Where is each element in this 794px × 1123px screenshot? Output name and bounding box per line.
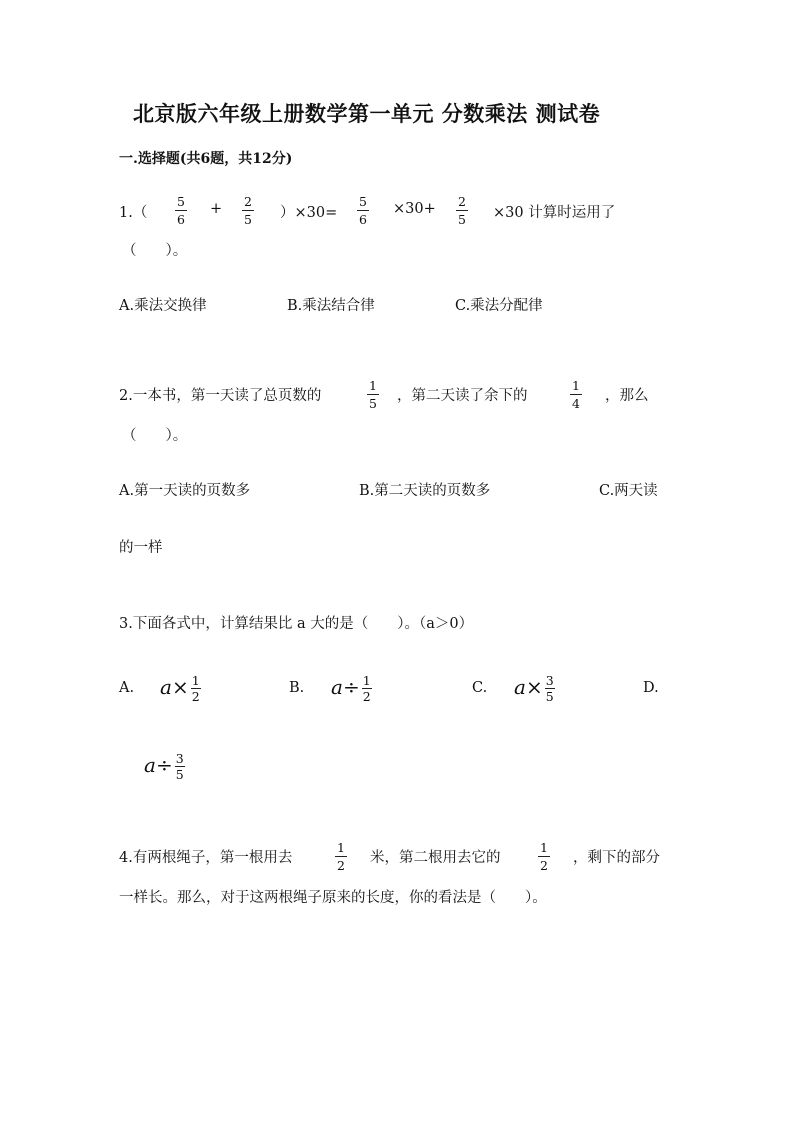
q3-option-d-expr[interactable] <box>144 752 185 781</box>
q3-option-a-expr[interactable] <box>160 674 201 703</box>
denominator: 6 <box>177 212 185 227</box>
q4-line-2: 一样长。那么，对于这两根绳子原来的长度，你的看法是（ ）。 <box>119 890 547 906</box>
q1-option-b[interactable]: B.乘法结合律 <box>287 298 375 314</box>
q4-suffix: ，剩下的部分 <box>573 850 660 866</box>
numerator: 1 <box>362 673 371 688</box>
numerator: 2 <box>244 194 252 209</box>
q1-mid2: ×30+ <box>393 201 436 217</box>
q1-mid: ）×30= <box>280 205 338 221</box>
numerator: 1 <box>572 378 580 393</box>
denominator: 2 <box>191 689 200 704</box>
denominator: 5 <box>244 212 252 227</box>
variable: a <box>160 675 172 699</box>
fraction <box>545 674 555 703</box>
variable: a <box>331 675 343 699</box>
q1-suffix: ×30 计算时运用了 <box>493 205 616 221</box>
q1-plus: + <box>210 201 223 217</box>
q3-text: 3.下面各式中，计算结果比 a 大的是（ ）。（a＞0） <box>119 616 474 632</box>
q2-option-b[interactable]: B.第二天读的页数多 <box>359 483 491 499</box>
q4-prefix: 4.有两根绳子，第一根用去 <box>119 850 293 866</box>
q1-option-c[interactable]: C.乘法分配律 <box>455 298 543 314</box>
numerator: 2 <box>458 194 466 209</box>
numerator: 3 <box>545 673 554 688</box>
numerator: 5 <box>177 194 185 209</box>
denominator: 6 <box>359 212 367 227</box>
numerator: 1 <box>540 840 548 855</box>
operator: × <box>171 675 189 699</box>
q2-mid: ，第二天读了余下的 <box>397 388 528 404</box>
numerator: 5 <box>359 194 367 209</box>
numerator: 1 <box>337 840 345 855</box>
q2-fraction-2 <box>570 379 582 410</box>
denominator: 2 <box>337 858 345 873</box>
q1-prefix: 1.（ <box>119 205 148 221</box>
numerator: 1 <box>369 378 377 393</box>
denominator: 2 <box>540 858 548 873</box>
operator: ÷ <box>155 753 173 777</box>
q2-option-c[interactable]: C.两天读 <box>599 483 658 499</box>
q3-option-c-expr[interactable] <box>514 674 555 703</box>
q1-fraction-3 <box>357 195 369 226</box>
operator: ÷ <box>342 675 360 699</box>
q3-option-b-label[interactable]: B. <box>289 680 305 696</box>
numerator: 1 <box>191 673 200 688</box>
operator: × <box>525 675 543 699</box>
variable: a <box>514 675 526 699</box>
q1-fraction-4 <box>456 195 468 226</box>
q2-option-c-continued: 的一样 <box>119 540 163 556</box>
q1-fraction-2 <box>242 195 254 226</box>
denominator: 4 <box>572 396 580 411</box>
q1-option-a[interactable]: A.乘法交换律 <box>119 298 207 314</box>
q2-option-a[interactable]: A.第一天读的页数多 <box>119 483 251 499</box>
q3-option-a-label[interactable]: A. <box>119 680 135 696</box>
denominator: 5 <box>175 767 184 782</box>
q3-option-c-label[interactable]: C. <box>472 680 488 696</box>
q2-fraction-1 <box>367 379 379 410</box>
q4-fraction-1 <box>335 841 347 872</box>
section-heading: 一.选择题(共6题，共12分) <box>119 151 293 167</box>
variable: a <box>144 753 156 777</box>
q4-fraction-2 <box>538 841 550 872</box>
q2-prefix: 2.一本书，第一天读了总页数的 <box>119 388 322 404</box>
denominator: 2 <box>362 689 371 704</box>
q2-blank: （ ）。 <box>122 428 188 444</box>
fraction <box>175 752 185 781</box>
numerator: 3 <box>175 751 184 766</box>
page-title: 北京版六年级上册数学第一单元 分数乘法 测试卷 <box>133 101 601 126</box>
denominator: 5 <box>369 396 377 411</box>
q1-blank: （ ）。 <box>122 243 188 259</box>
q3-option-d-label[interactable]: D. <box>643 680 659 696</box>
denominator: 5 <box>458 212 466 227</box>
q3-option-b-expr[interactable] <box>331 674 372 703</box>
q4-mid: 米，第二根用去它的 <box>370 850 501 866</box>
denominator: 5 <box>545 689 554 704</box>
fraction <box>362 674 372 703</box>
q1-fraction-1 <box>175 195 187 226</box>
q2-suffix: ，那么 <box>605 388 649 404</box>
fraction <box>191 674 201 703</box>
